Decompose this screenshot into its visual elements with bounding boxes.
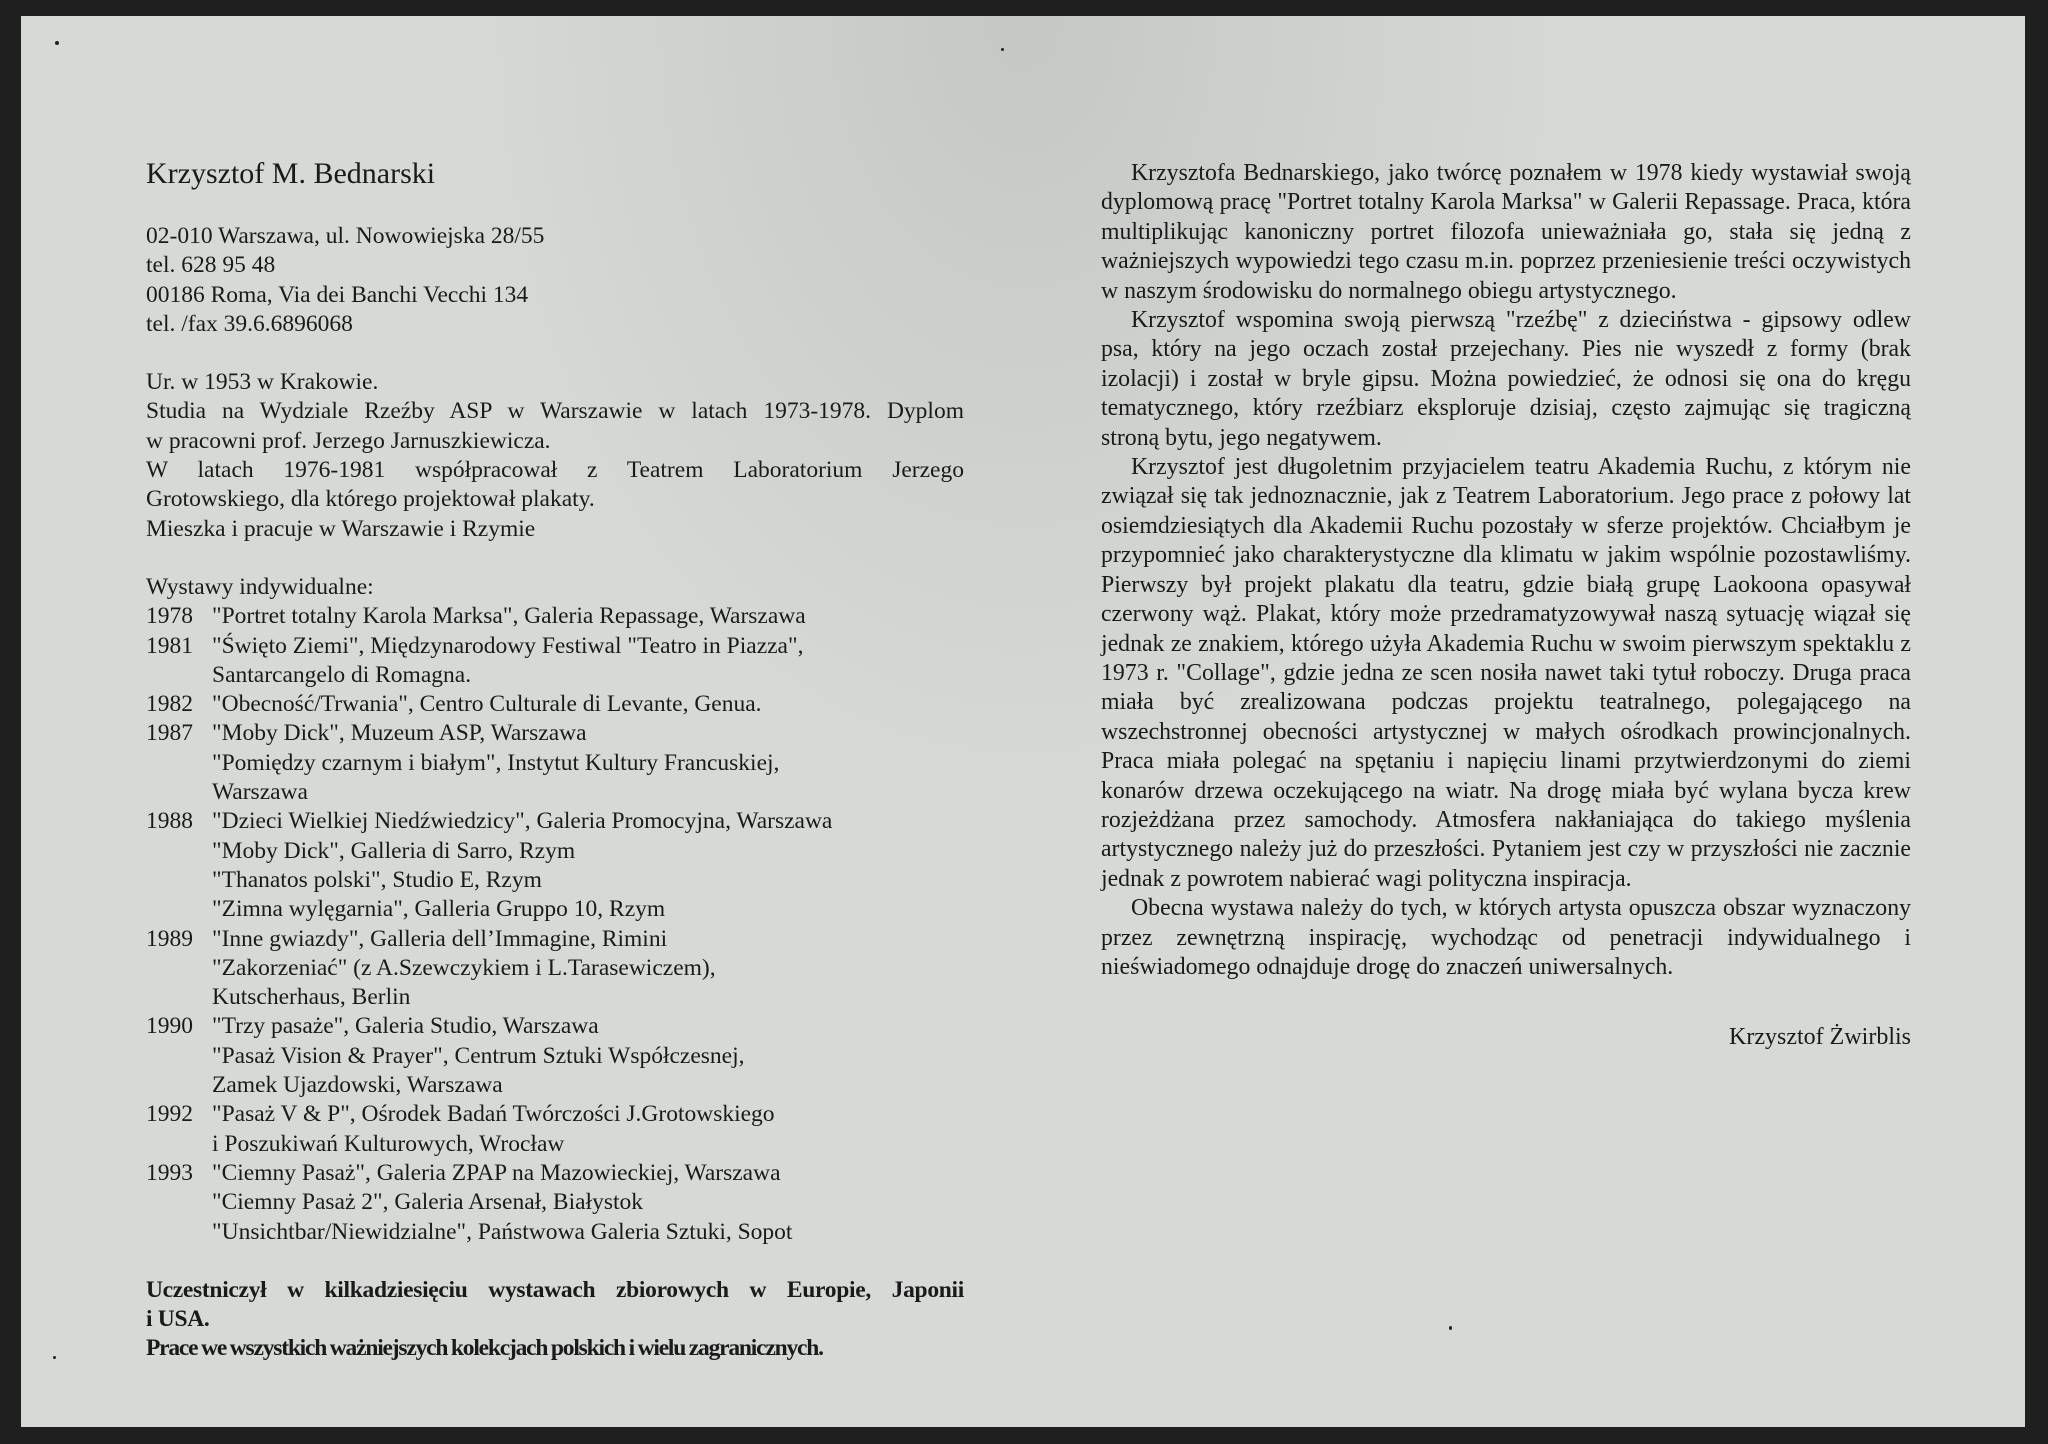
bio-line: Grotowskiego, dla którego projektował plakaty. [146, 486, 595, 513]
exhibition-entry [146, 1100, 964, 1159]
essay-paragraph: Krzysztof wspomina swoją pierwszą "rzeźbę" z dzieciństwa - gipsowy odlew psa, który na jego oczach został przejechany. Pies nie wyszedł z formy (brak izolacji) i został w bryle gipsu. Można powiedzieć, że odnosi się ona do kręgu tematycznego, który rzeźbiarz eksploruje dzisiaj, często zajmując się tragiczną stroną bytu, jego negatywem. [1101, 307, 1911, 451]
essay-paragraph: Krzysztof jest długoletnim przyjacielem teatru Akademia Ruchu, z którym nie związał się tak jednoznacznie, jak z Teatrem Laboratorium. Jego prace z połowy lat osiemdziesiątych dla Akademii Ruchu pozostały w sferze projektów. Chciałbym je przypomnieć jako charakterystyczne dla klimatu w jakim wspólnie pozostawliśmy. Pierwszy był projekt plakatu dla teatru, gdzie białą grupę Laokoona opasywał czerwony wąż. Plakat, który może przedramatyzowywał naszą sytuację wiązał się jednak ze znakiem, którego użyła Akademia Ruchu w swoim pierwszym spektaklu z 1973 r. "Collage", gdzie jedna ze scen nosiła nawet taki tytuł roboczy. Druga praca miała być zrealizowana podczas projektu teatralnego, polegającego na wszechstronnej obecności artystycznej w małych ośrodkach prowincjonalnych. Praca miała polegać na spętaniu i napięciu linami przytwierdzonymi do ziemi konarów drzewa oczekującego na wiatr. Na drogę miała być wylana bycza krew rozjeżdżana przez samochody. Atmosfera nakłaniająca do takiego myślenia artystycznego należy już do przeszłości. Pytaniem jest czy w przyszłości nie zacznie jednak z powrotem nabierać wagi polityczna inspiracja. [1101, 454, 1911, 892]
exhibition-item: Kutscherhaus, Berlin [212, 984, 411, 1011]
closing-block [146, 1276, 964, 1364]
exhibition-year: 1988 [146, 808, 193, 835]
bio-line: Studia na Wydziale Rzeźby ASP w Warszawie w latach 1973-1978. Dyplom [146, 398, 964, 425]
exhibition-items [212, 1159, 964, 1247]
exhibition-entry [146, 690, 964, 719]
exhibition-year: 1987 [146, 720, 193, 747]
exhibition-item: Zamek Ujazdowski, Warszawa [212, 1072, 503, 1099]
exhibition-year: 1992 [146, 1101, 193, 1128]
exhibition-item: "Obecność/Trwania", Centro Culturale di Levante, Genua. [212, 691, 762, 718]
bio-line: w pracowni prof. Jerzego Jarnuszkiewicza. [146, 427, 551, 454]
bio-line: Mieszka i pracuje w Warszawie i Rzymie [146, 515, 536, 542]
author-signature: Krzysztof Żwirblis [1729, 1024, 1911, 1051]
essay-column [1101, 159, 1911, 1053]
exhibition-items [212, 1012, 964, 1100]
exhibition-entry [146, 719, 964, 807]
exhibition-item: "Pomiędzy czarnym i białym", Instytut Kultury Francuskiej, [212, 749, 780, 776]
dust-speck [1449, 1326, 1452, 1330]
collections-line: Prace we wszystkich ważniejszych kolekcjach polskich i wielu zagranicznych. [146, 1335, 823, 1362]
contact-block [146, 222, 964, 339]
phone-fax-rome: tel. /fax 39.6.6896068 [146, 310, 353, 337]
exhibition-year: 1978 [146, 603, 193, 630]
exhibition-item: "Thanatos polski", Studio E, Rzym [212, 866, 542, 893]
exhibition-year: 1993 [146, 1159, 193, 1186]
exhibition-items [212, 602, 964, 631]
exhibition-item: "Ciemny Pasaż", Galeria ZPAP na Mazowieckiej, Warszawa [212, 1159, 781, 1186]
exhibition-items [212, 925, 964, 1013]
exhibition-items [212, 719, 964, 807]
artist-name: Krzysztof M. Bednarski [146, 157, 436, 190]
address-rome: 00186 Roma, Via dei Banchi Vecchi 134 [146, 281, 529, 308]
exhibitions-block [146, 573, 964, 1247]
exhibition-item: "Moby Dick", Galleria di Sarro, Rzym [212, 837, 576, 864]
exhibition-year: 1981 [146, 632, 193, 659]
group-exhibitions-line: i USA. [146, 1306, 210, 1333]
exhibition-entry [146, 1012, 964, 1100]
exhibition-entry [146, 1159, 964, 1247]
exhibition-year: 1982 [146, 691, 193, 718]
exhibition-items [212, 632, 964, 691]
exhibition-entry [146, 925, 964, 1013]
dust-speck [1001, 48, 1004, 51]
exhibition-item: "Dzieci Wielkiej Niedźwiedzicy", Galeria Promocyjna, Warszawa [212, 808, 833, 835]
exhibition-year: 1989 [146, 925, 193, 952]
document-page [21, 16, 2025, 1427]
essay-paragraph: Obecna wystawa należy do tych, w których artysta opuszcza obszar wyznaczony przez zewnętrzną inspirację, wychodząc od penetracji indywidualnego i nieświadomego odnajduje drogę do znaczeń uniwersalnych. [1101, 895, 1911, 980]
bio-line: W latach 1976-1981 współpracował z Teatrem Laboratorium Jerzego [146, 457, 964, 484]
exhibition-item: "Święto Ziemi", Międzynarodowy Festiwal "Teatro in Piazza", [212, 632, 804, 659]
exhibition-item: "Zimna wylęgarnia", Galleria Gruppo 10, Rzym [212, 896, 666, 923]
exhibition-item: "Moby Dick", Muzeum ASP, Warszawa [212, 720, 587, 747]
exhibition-item: "Ciemny Pasaż 2", Galeria Arsenał, Białystok [212, 1189, 643, 1216]
exhibition-item: "Unsichtbar/Niewidzialne", Państwowa Galeria Sztuki, Sopot [212, 1218, 793, 1245]
exhibition-year: 1990 [146, 1013, 193, 1040]
exhibition-items [212, 1100, 964, 1159]
exhibition-entry [146, 632, 964, 691]
essay-paragraph: Krzysztofa Bednarskiego, jako twórcę poznałem w 1978 kiedy wystawiał swoją dyplomową pracę "Portret totalny Karola Marksa" w Galerii Repassage. Praca, która multiplikując kanoniczny portret filozofa unieważniała go, stała się jedną z ważniejszych wypowiedzi tego czasu m.in. poprzez przeniesienie treści oczywistych w naszym środowisku do normalnego obiegu artystycznego. [1101, 160, 1911, 304]
bio-line: Ur. w 1953 w Krakowie. [146, 369, 379, 396]
exhibition-entry [146, 602, 964, 631]
exhibitions-heading: Wystawy indywidualne: [146, 573, 374, 600]
bio-block [146, 368, 964, 544]
exhibition-item: "Portret totalny Karola Marksa", Galeria Repassage, Warszawa [212, 603, 806, 630]
exhibition-item: Warszawa [212, 779, 308, 806]
exhibition-item: "Zakorzeniać" (z A.Szewczykiem i L.Tarasewiczem), [212, 954, 716, 981]
dust-speck [55, 41, 59, 45]
exhibition-item: i Poszukiwań Kulturowych, Wrocław [212, 1130, 565, 1157]
biography-column [146, 156, 964, 1393]
exhibition-items [212, 807, 964, 924]
exhibition-item: Santarcangelo di Romagna. [212, 661, 472, 688]
address-warsaw: 02-010 Warszawa, ul. Nowowiejska 28/55 [146, 223, 545, 249]
exhibition-items [212, 690, 964, 719]
exhibition-entry [146, 807, 964, 924]
group-exhibitions-line: Uczestniczył w kilkadziesięciu wystawach zbiorowych w Europie, Japonii [146, 1276, 964, 1303]
exhibition-item: "Pasaż Vision & Prayer", Centrum Sztuki Współczesnej, [212, 1042, 745, 1069]
exhibitions-list [146, 602, 964, 1247]
phone-warsaw: tel. 628 95 48 [146, 252, 276, 279]
dust-speck [53, 1356, 56, 1359]
exhibition-item: "Pasaż V & P", Ośrodek Badań Twórczości J.Grotowskiego [212, 1101, 775, 1128]
exhibition-item: "Inne gwiazdy", Galleria dell’Immagine, Rimini [212, 925, 668, 952]
exhibition-item: "Trzy pasaże", Galeria Studio, Warszawa [212, 1013, 599, 1040]
